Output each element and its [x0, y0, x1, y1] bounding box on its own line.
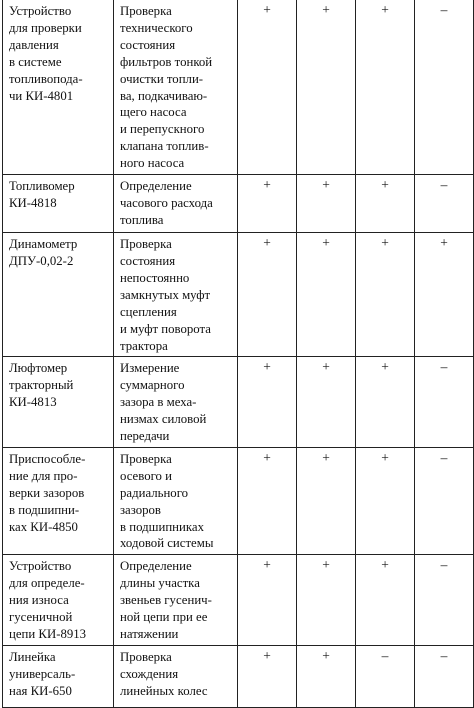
mark-cell: +	[238, 175, 297, 233]
device-name-cell: Приспособле- ние для про- верки зазоров в подшипни- ках КИ-4850	[3, 447, 114, 554]
mark-cell: +	[297, 175, 356, 233]
device-name-cell: Линейка универсаль- ная КИ-650	[3, 645, 114, 707]
mark-cell: –	[415, 447, 474, 554]
mark-cell: –	[415, 645, 474, 707]
mark-cell: +	[297, 447, 356, 554]
purpose-cell: Проверка технического состояния фильтров тонкой очистки топли- ва, подкачиваю- щего насоса и перепускного клапана топлив- ного насоса	[114, 0, 238, 175]
purpose-cell: Измерение суммарного зазора в меха- низмах силовой передачи	[114, 357, 238, 448]
mark-cell: +	[356, 175, 415, 233]
purpose-cell: Проверка состояния непостоянно замкнутых муфт сцепления и муфт поворота трактора	[114, 233, 238, 357]
mark-cell: –	[415, 175, 474, 233]
mark-cell: +	[356, 555, 415, 646]
purpose-cell: Проверка осевого и радиального зазоров в подшипниках ходовой системы	[114, 447, 238, 554]
table-row	[3, 645, 474, 707]
table-row	[3, 233, 474, 357]
mark-cell: +	[297, 0, 356, 175]
table-row	[3, 447, 474, 554]
mark-cell: +	[297, 357, 356, 448]
mark-cell: +	[238, 0, 297, 175]
purpose-cell: Определение часового расхода топлива	[114, 175, 238, 233]
device-name-cell: Топливомер КИ-4818	[3, 175, 114, 233]
mark-cell: +	[297, 233, 356, 357]
mark-cell: +	[238, 233, 297, 357]
mark-cell: –	[415, 0, 474, 175]
purpose-cell: Определение длины участка звеньев гусенич- ной цепи при ее натяжении	[114, 555, 238, 646]
equipment-table	[2, 0, 474, 708]
device-name-cell: Устройство для определе- ния износа гусеничной цепи КИ-8913	[3, 555, 114, 646]
mark-cell: +	[415, 233, 474, 357]
mark-cell: +	[238, 447, 297, 554]
mark-cell: +	[297, 645, 356, 707]
table-row	[3, 175, 474, 233]
device-name-cell: Динамометр ДПУ-0,02-2	[3, 233, 114, 357]
device-name-cell: Устройство для проверки давления в системе топливопода- чи КИ-4801	[3, 0, 114, 175]
mark-cell: +	[238, 645, 297, 707]
mark-cell: +	[238, 555, 297, 646]
mark-cell: –	[415, 357, 474, 448]
mark-cell: –	[415, 555, 474, 646]
mark-cell: +	[356, 0, 415, 175]
table-row	[3, 555, 474, 646]
table-row	[3, 357, 474, 448]
mark-cell: –	[356, 645, 415, 707]
purpose-cell: Проверка схождения линейных колес	[114, 645, 238, 707]
table-row	[3, 0, 474, 175]
mark-cell: +	[297, 555, 356, 646]
device-name-cell: Люфтомер тракторный КИ-4813	[3, 357, 114, 448]
mark-cell: +	[356, 233, 415, 357]
mark-cell: +	[356, 357, 415, 448]
mark-cell: +	[238, 357, 297, 448]
mark-cell: +	[356, 447, 415, 554]
